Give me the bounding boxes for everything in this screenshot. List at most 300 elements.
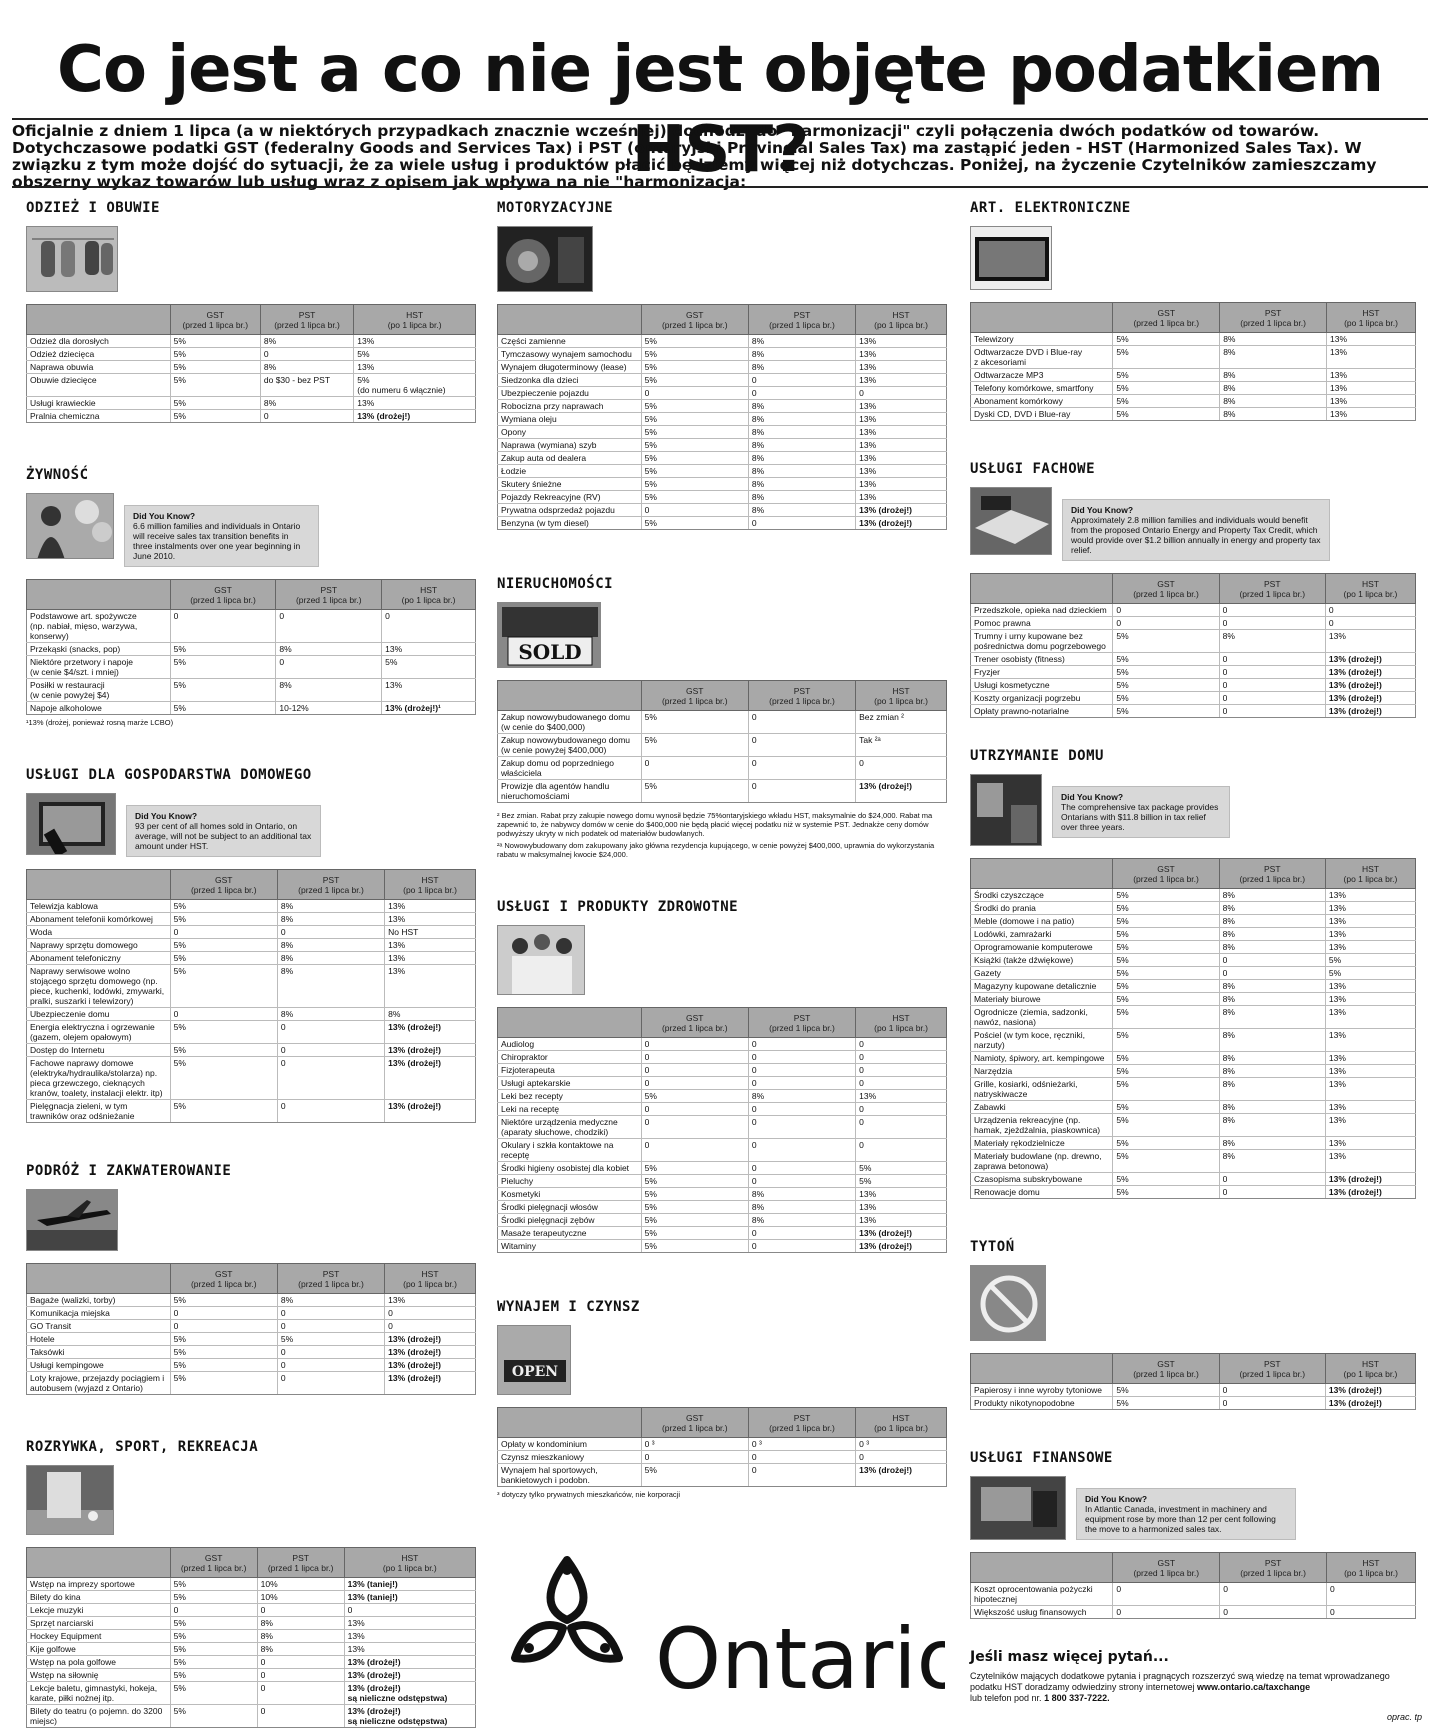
item-name: Meble (domowe i na patio) — [971, 915, 1113, 928]
pst-value: 8% — [748, 400, 855, 413]
item-name: Komunikacja miejska — [27, 1307, 171, 1320]
item-name: Odzież dziecięca — [27, 348, 171, 361]
item-name: Pościel (w tym koce, ręczniki, narzuty) — [971, 1029, 1113, 1052]
gst-value: 0 — [641, 1139, 748, 1162]
pst-value: 8% — [1219, 980, 1325, 993]
section — [26, 1163, 476, 1395]
table-row — [971, 333, 1416, 346]
table-row — [27, 1100, 476, 1123]
hst-value: 13% (drożej!)¹ — [382, 702, 476, 715]
gst-value: 0 — [170, 610, 276, 643]
item-name: Namioty, śpiwory, art. kempingowe — [971, 1052, 1113, 1065]
gst-value: 5% — [1113, 1052, 1219, 1065]
pst-value: 0 — [1219, 604, 1325, 617]
hst-value: 0 — [1327, 1606, 1416, 1619]
table-row — [498, 335, 947, 348]
table-row — [498, 374, 947, 387]
gst-value: 0 — [641, 1103, 748, 1116]
item-name: Posiłki w restauracji (w cenie powyżej $4) — [27, 679, 171, 702]
hst-value: 0 — [856, 1064, 947, 1077]
gst-value: 5% — [170, 1333, 277, 1346]
gst-value: 5% — [641, 1201, 748, 1214]
item-name: Opłaty w kondominium — [498, 1438, 642, 1451]
hst-value: 13% — [344, 1617, 475, 1630]
gst-value: 5% — [1113, 1137, 1219, 1150]
table-row — [27, 952, 476, 965]
pst-value: 0 — [1220, 1583, 1327, 1606]
hst-value: 13% (drożej!) są nieliczne odstępstwa) — [344, 1682, 475, 1705]
gst-value: 5% — [641, 426, 748, 439]
footnote: ¹13% (drożej, ponieważ rosną marże LCBO) — [26, 718, 174, 727]
hst-value: 13% (drożej!) — [1325, 653, 1415, 666]
item-name: Naprawa (wymiana) szyb — [498, 439, 642, 452]
table-row — [971, 954, 1416, 967]
handshake-photo — [970, 487, 1052, 555]
did-you-know-box: Did You Know? 6.6 million families and individuals in Ontario will receive sales tax transition benefits in three instalments over one year beginning in June 2010. — [124, 505, 319, 567]
food-photo — [26, 493, 114, 559]
gst-value: 5% — [1113, 902, 1219, 915]
table-row — [498, 491, 947, 504]
pst-value: 8% — [277, 939, 384, 952]
hst-header: HST (po 1 lipca br.) — [385, 870, 476, 900]
gst-value: 5% — [170, 656, 276, 679]
item-name: Trumny i urny kupowane bez pośrednictwa domu pogrzebowego — [971, 630, 1113, 653]
hst-header: HST (po 1 lipca br.) — [856, 305, 947, 335]
atm-photo — [970, 1476, 1066, 1540]
item-name: Części zamienne — [498, 335, 642, 348]
gst-value: 5% — [641, 1162, 748, 1175]
item-name: Środki pielęgnacji zębów — [498, 1214, 642, 1227]
hst-value: 13% — [1327, 382, 1416, 395]
item-name: Bagaże (walizki, torby) — [27, 1294, 171, 1307]
table-row — [27, 1307, 476, 1320]
item-name: Fizjoterapeuta — [498, 1064, 642, 1077]
table-row — [27, 702, 476, 715]
pst-value: 0 — [748, 780, 855, 803]
tv-photo — [26, 793, 116, 855]
table-row — [27, 939, 476, 952]
gst-value: 0 — [641, 387, 748, 400]
item-name: Pralnia chemiczna — [27, 410, 171, 423]
gst-value: 0 — [1113, 1606, 1220, 1619]
hst-header: HST (po 1 lipca br.) — [856, 681, 947, 711]
gst-value: 5% — [170, 702, 276, 715]
gst-value: 5% — [170, 1630, 257, 1643]
section — [26, 1439, 476, 1728]
gst-value: 5% — [641, 1240, 748, 1253]
footnote: ²ᵃ Nowowybudowany dom zakupowany jako główna rezydencja kupującego, w cenie powyżej $400,000, uprawnia do wykorzystania rabatu w maksymalnej kwocie $24,000. — [497, 841, 935, 859]
pst-value: 8% — [748, 504, 855, 517]
pst-value: 8% — [1219, 1150, 1325, 1173]
table-row — [971, 705, 1416, 718]
gst-value: 5% — [641, 439, 748, 452]
pst-value: 8% — [260, 361, 353, 374]
pst-header: PST (przed 1 lipca br.) — [277, 870, 384, 900]
item-name: Telefony komórkowe, smartfony — [971, 382, 1113, 395]
pst-value: 0 — [748, 1077, 855, 1090]
item-name: Napoje alkoholowe — [27, 702, 171, 715]
gst-value: 0 — [170, 1008, 277, 1021]
table-row — [27, 335, 476, 348]
hst-value: 0 — [344, 1604, 475, 1617]
gst-value: 0 — [641, 1051, 748, 1064]
item-name: Siedzonka dla dzieci — [498, 374, 642, 387]
hst-value: 13% — [856, 1201, 947, 1214]
section — [497, 576, 947, 859]
table-row — [27, 926, 476, 939]
item-name: Przedszkole, opieka nad dzieckiem — [971, 604, 1113, 617]
hst-value: 13% — [856, 426, 947, 439]
item-name: Ubezpieczenie domu — [27, 1008, 171, 1021]
section — [970, 748, 1416, 1199]
hst-value: 13% — [856, 478, 947, 491]
gst-value: 5% — [1113, 967, 1219, 980]
item-name: Gazety — [971, 967, 1113, 980]
pst-value: 0 — [277, 1100, 384, 1123]
hst-value: 0 — [856, 1139, 947, 1162]
pst-header: PST (przed 1 lipca br.) — [748, 1008, 855, 1038]
table-row — [971, 630, 1416, 653]
item-name: Dostęp do Internetu — [27, 1044, 171, 1057]
gst-value: 5% — [641, 734, 748, 757]
table-row — [498, 1214, 947, 1227]
gst-value: 5% — [170, 1057, 277, 1100]
item-name: Prowizje dla agentów handlu nieruchomościami — [498, 780, 642, 803]
gst-header: GST (przed 1 lipca br.) — [641, 681, 748, 711]
tax-table — [497, 1407, 947, 1487]
table-row — [498, 1188, 947, 1201]
gst-value: 5% — [641, 374, 748, 387]
section-title: USŁUGI FACHOWE — [970, 461, 1096, 477]
item-name: Fryzjer — [971, 666, 1113, 679]
pst-value: 8% — [1219, 1029, 1325, 1052]
gst-value: 5% — [641, 1090, 748, 1103]
table-row — [971, 617, 1416, 630]
phone-number: 1 800 337-7222. — [1044, 1693, 1110, 1703]
item-name: Koszt oprocentowania pożyczki hipotecznej — [971, 1583, 1113, 1606]
plane-photo — [26, 1189, 118, 1251]
pst-value: 0 — [277, 1307, 384, 1320]
table-row — [971, 1137, 1416, 1150]
pst-value: 0 — [277, 1057, 384, 1100]
item-name: Niektóre przetwory i napoje (w cenie $4/szt. i mniej) — [27, 656, 171, 679]
item-name: Wynajem długoterminowy (lease) — [498, 361, 642, 374]
hst-value: 0 — [385, 1320, 476, 1333]
pst-value: 8% — [1219, 941, 1325, 954]
gst-value: 5% — [1113, 928, 1219, 941]
item-name: Skutery śnieżne — [498, 478, 642, 491]
section — [970, 1239, 1416, 1410]
section — [970, 461, 1416, 718]
gst-value: 5% — [1113, 1186, 1219, 1199]
hst-value: Bez zmian ² — [856, 711, 947, 734]
gst-value: 0 — [1113, 1583, 1220, 1606]
section — [497, 1299, 947, 1499]
gst-header: GST (przed 1 lipca br.) — [1113, 574, 1219, 604]
table-row — [498, 1077, 947, 1090]
hst-value: 13% — [856, 452, 947, 465]
hst-value: 13% (drożej!) — [385, 1346, 476, 1359]
tax-table — [970, 1552, 1416, 1619]
hst-value: 0 — [856, 387, 947, 400]
gst-value: 0 — [170, 1307, 277, 1320]
gst-value: 5% — [170, 1372, 277, 1395]
item-name: Okulary i szkła kontaktowe na receptę — [498, 1139, 642, 1162]
item-name: Prywatna odsprzedaż pojazdu — [498, 504, 642, 517]
hst-value: 13% (drożej!) — [1325, 666, 1415, 679]
gst-value: 5% — [1113, 993, 1219, 1006]
hst-value: 13% — [382, 643, 476, 656]
item-name: Sprzęt narciarski — [27, 1617, 171, 1630]
pst-value: 8% — [748, 465, 855, 478]
table-row — [971, 993, 1416, 1006]
pst-value: 8% — [1219, 928, 1325, 941]
pst-value: 0 — [1219, 1384, 1325, 1397]
hst-value: 0 ³ — [856, 1438, 947, 1451]
item-name: Zakup auta od dealera — [498, 452, 642, 465]
table-row — [27, 1656, 476, 1669]
pst-value: 0 — [276, 656, 382, 679]
section-title: USŁUGI DLA GOSPODARSTWA DOMOWEGO — [26, 767, 312, 783]
pst-value: 8% — [1219, 1052, 1325, 1065]
tax-table — [497, 1007, 947, 1253]
item-name: Chiropraktor — [498, 1051, 642, 1064]
pst-header: PST (przed 1 lipca br.) — [748, 305, 855, 335]
hst-value: 13% — [385, 913, 476, 926]
hst-value: 5% — [856, 1175, 947, 1188]
hst-value: 0 — [382, 610, 476, 643]
gst-value: 5% — [170, 348, 260, 361]
gst-value: 0 — [170, 1320, 277, 1333]
gst-value: 5% — [170, 410, 260, 423]
table-row — [971, 346, 1416, 369]
pst-value: 8% — [277, 952, 384, 965]
gst-value: 5% — [170, 1617, 257, 1630]
hst-value: 13% — [385, 965, 476, 1008]
item-name: Naprawy serwisowe wolno stojącego sprzętu domowego (np. piece, kuchenki, lodówki, zmywarki, pralki, suszarki i telewizory) — [27, 965, 171, 1008]
pst-value: 8% — [277, 965, 384, 1008]
golf-photo — [26, 1465, 114, 1535]
item-name: Papierosy i inne wyroby tytoniowe — [971, 1384, 1113, 1397]
pst-value: 0 — [1219, 705, 1325, 718]
no-smoking-photo — [970, 1265, 1046, 1341]
website-link[interactable]: www.ontario.ca/taxchange — [1196, 1682, 1311, 1692]
pst-value: 0 — [1219, 1186, 1325, 1199]
table-row — [27, 1705, 476, 1728]
table-row — [971, 408, 1416, 421]
gst-value: 0 — [641, 757, 748, 780]
item-name: Koszty organizacji pogrzebu — [971, 692, 1113, 705]
gst-value: 5% — [170, 1044, 277, 1057]
item-name: Bilety do teatru (o pojemn. do 3200 miejsc) — [27, 1705, 171, 1728]
table-row — [498, 757, 947, 780]
pst-value: 8% — [1220, 382, 1327, 395]
hst-value: 13% — [354, 335, 476, 348]
middle-column — [497, 200, 947, 1511]
gst-header: GST (przed 1 lipca br.) — [641, 305, 748, 335]
item-name: Telewizja kablowa — [27, 900, 171, 913]
item-name: Usługi krawieckie — [27, 397, 171, 410]
table-row — [971, 928, 1416, 941]
car-photo — [497, 226, 593, 292]
table-row — [498, 1162, 947, 1175]
gst-header: GST (przed 1 lipca br.) — [641, 1408, 748, 1438]
table-row — [27, 1346, 476, 1359]
gst-header: GST (przed 1 lipca br.) — [170, 870, 277, 900]
gst-value: 5% — [1113, 1150, 1219, 1173]
hst-value: 13% (drożej!) — [1325, 1397, 1415, 1410]
gst-value: 5% — [170, 679, 276, 702]
pst-value: 0 — [1219, 666, 1325, 679]
table-row — [27, 679, 476, 702]
item-name: Wynajem hal sportowych, bankietowych i podobn. — [498, 1464, 642, 1487]
hst-value: Tak ²ᵃ — [856, 734, 947, 757]
hst-value: 13% — [856, 400, 947, 413]
item-name: Wymiana oleju — [498, 413, 642, 426]
table-row — [971, 902, 1416, 915]
pst-value: 0 — [1219, 679, 1325, 692]
gst-value: 5% — [641, 1175, 748, 1188]
table-row — [971, 889, 1416, 902]
hst-header: HST (po 1 lipca br.) — [382, 580, 476, 610]
table-row — [971, 653, 1416, 666]
table-row — [971, 1173, 1416, 1186]
table-row — [498, 361, 947, 374]
section-title: ODZIEŻ I OBUWIE — [26, 200, 160, 216]
item-name: Wstęp na siłownię — [27, 1669, 171, 1682]
pst-value: 8% — [748, 1214, 855, 1227]
item-name: Środki pielęgnacji włosów — [498, 1201, 642, 1214]
pst-value: 8% — [1219, 1137, 1325, 1150]
pst-value: do $30 - bez PST — [260, 374, 353, 397]
pst-value: 8% — [1219, 889, 1325, 902]
pst-value: 8% — [1219, 630, 1325, 653]
item-name: Masaże terapeutyczne — [498, 1227, 642, 1240]
hst-header: HST (po 1 lipca br.) — [1325, 1354, 1415, 1384]
item-name: Witaminy — [498, 1240, 642, 1253]
table-row — [498, 517, 947, 530]
gst-value: 5% — [641, 465, 748, 478]
hst-value: 0 — [1327, 1583, 1416, 1606]
gst-value: 0 ³ — [641, 1438, 748, 1451]
gst-value: 0 — [641, 1077, 748, 1090]
hst-value: 13% (drożej!) — [344, 1656, 475, 1669]
item-name: Pieluchy — [498, 1175, 642, 1188]
table-row — [27, 1008, 476, 1021]
gst-value: 5% — [641, 1227, 748, 1240]
pst-value: 0 — [257, 1705, 344, 1728]
pst-value: 0 — [1219, 617, 1325, 630]
table-row — [27, 1643, 476, 1656]
pst-value: 8% — [1220, 369, 1327, 382]
table-row — [971, 1114, 1416, 1137]
pst-value: 0 — [1219, 967, 1325, 980]
top-rule — [12, 118, 1428, 120]
hst-value: 13% — [1325, 1052, 1415, 1065]
table-row — [27, 1320, 476, 1333]
pst-value: 5% — [277, 1333, 384, 1346]
gst-value: 5% — [170, 1643, 257, 1656]
pst-value: 0 — [257, 1604, 344, 1617]
pst-value: 0 — [260, 348, 353, 361]
tax-table — [26, 869, 476, 1123]
gst-value: 5% — [1113, 941, 1219, 954]
hst-value: 13% — [1325, 941, 1415, 954]
gst-value: 5% — [1113, 705, 1219, 718]
pst-value: 8% — [277, 913, 384, 926]
section — [497, 899, 947, 1253]
gst-value: 5% — [170, 397, 260, 410]
gst-value: 5% — [1113, 1397, 1219, 1410]
hst-value: 13% — [856, 348, 947, 361]
pst-header: PST (przed 1 lipca br.) — [257, 1548, 344, 1578]
tax-table — [970, 302, 1416, 421]
pst-value: 10% — [257, 1591, 344, 1604]
gst-value: 5% — [1113, 666, 1219, 679]
table-row — [498, 1464, 947, 1487]
item-name: Opony — [498, 426, 642, 439]
section-title: NIERUCHOMOŚCI — [497, 576, 614, 592]
pst-value: 8% — [748, 491, 855, 504]
section — [26, 767, 476, 1123]
gst-value: 5% — [170, 1669, 257, 1682]
gst-value: 5% — [641, 1214, 748, 1227]
hst-value: 13% (drożej!) — [1325, 1186, 1415, 1199]
item-name: Materiały rękodzielnicze — [971, 1137, 1113, 1150]
table-row — [971, 1029, 1416, 1052]
table-row — [27, 374, 476, 397]
pst-value: 8% — [748, 426, 855, 439]
section-title: WYNAJEM I CZYNSZ — [497, 1299, 640, 1315]
hst-value: 13% — [344, 1630, 475, 1643]
pst-value: 8% — [1220, 333, 1327, 346]
gst-value: 5% — [170, 1591, 257, 1604]
pst-value: 0 — [1219, 954, 1325, 967]
hst-value: 5% — [354, 348, 476, 361]
hst-value: 13% — [385, 1294, 476, 1307]
pst-value: 8% — [1220, 395, 1327, 408]
tax-table — [26, 1547, 476, 1728]
hst-value: 13% — [856, 439, 947, 452]
gst-header: GST (przed 1 lipca br.) — [1113, 859, 1219, 889]
item-name: Niektóre urządzenia medyczne (aparaty słuchowe, chodziki) — [498, 1116, 642, 1139]
hst-value: 13% — [1325, 1114, 1415, 1137]
pst-value: 10% — [257, 1578, 344, 1591]
item-name: Obuwie dziecięce — [27, 374, 171, 397]
left-column — [26, 200, 476, 1728]
hst-value: 13% (drożej!) — [1325, 692, 1415, 705]
table-row — [27, 643, 476, 656]
section-title: PODRÓŻ I ZAKWATEROWANIE — [26, 1163, 232, 1179]
pst-value: 0 — [748, 711, 855, 734]
gst-header: GST (przed 1 lipca br.) — [170, 1264, 277, 1294]
right-column — [970, 200, 1416, 1704]
hst-value: 13% — [1325, 915, 1415, 928]
hst-value: 13% (drożej!) — [385, 1100, 476, 1123]
gst-value: 5% — [1113, 630, 1219, 653]
hst-value: 13% — [1327, 408, 1416, 421]
tax-table — [970, 573, 1416, 718]
section — [970, 1450, 1416, 1619]
hst-value: 13% — [856, 413, 947, 426]
item-name: Benzyna (w tym diesel) — [498, 517, 642, 530]
hst-value: 13% — [1325, 928, 1415, 941]
table-row — [27, 1604, 476, 1617]
table-row — [971, 395, 1416, 408]
pst-value: 8% — [748, 439, 855, 452]
gst-value: 0 — [170, 1604, 257, 1617]
interior-photo — [970, 774, 1042, 846]
